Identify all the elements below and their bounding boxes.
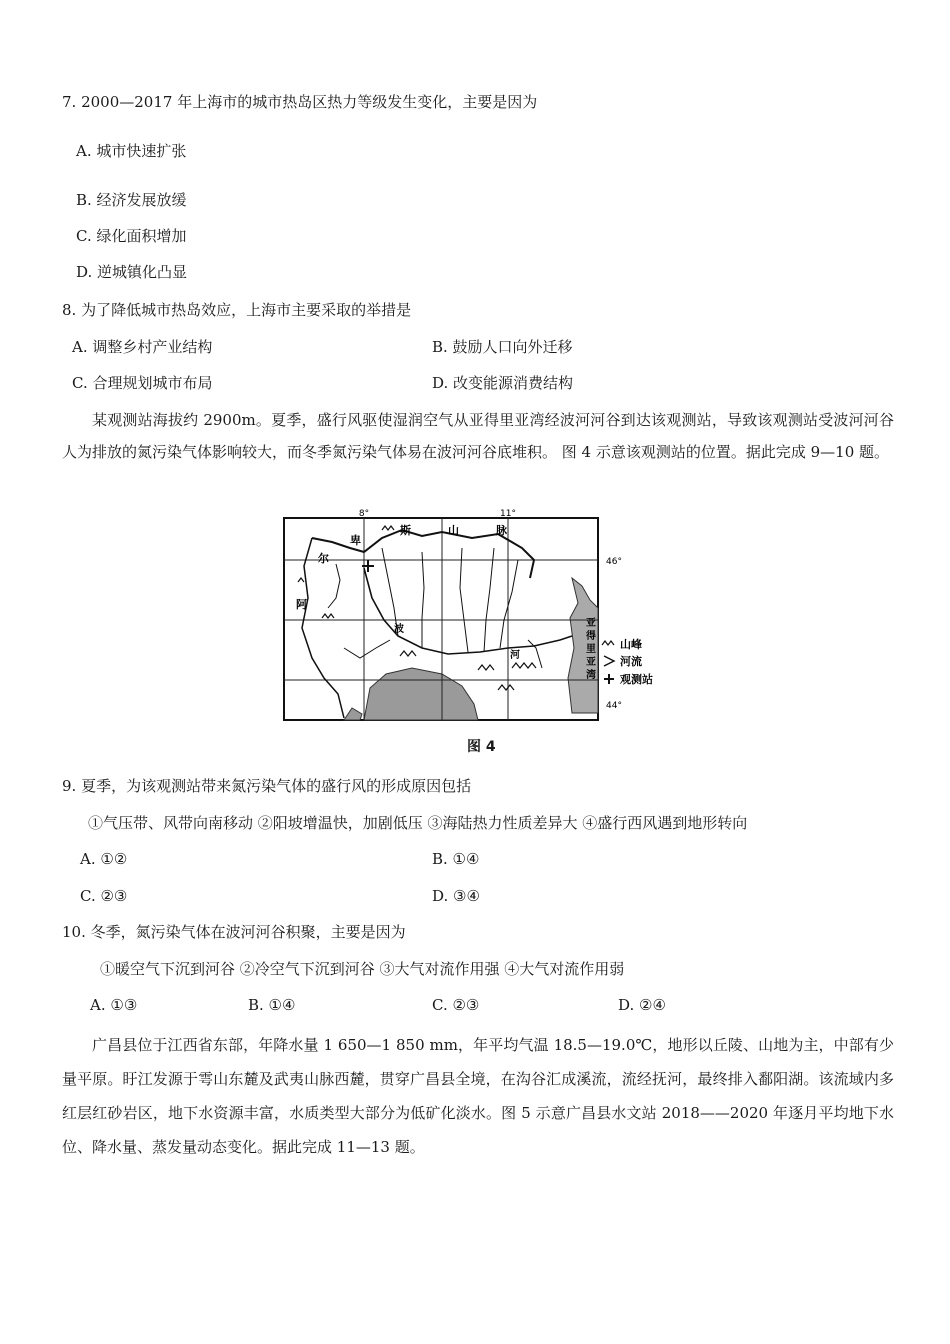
map-label-bei: 卑 [350, 534, 361, 547]
lat-label-44: 44° [606, 701, 622, 711]
q9-option-a: A. ①② [80, 850, 128, 868]
q10-stem: 10. 冬季，氮污染气体在波河河谷积聚，主要是因为 [62, 923, 406, 941]
map-label-er: 尔 [318, 552, 329, 565]
q10-option-a: A. ①③ [90, 996, 138, 1014]
q8-option-c: C. 合理规划城市布局 [72, 374, 213, 392]
figure-4-map [272, 508, 672, 730]
map-label-de: 得 [586, 631, 596, 642]
map-label-shan: 山 [448, 524, 459, 537]
legend-station-cross-icon [604, 674, 614, 684]
map-label-li: 里 [586, 644, 596, 655]
q9-option-d: D. ③④ [432, 887, 480, 905]
figure-4-caption: 图 4 [467, 739, 496, 755]
lat-label-46: 46° [606, 557, 622, 567]
q10-option-c: C. ②③ [432, 996, 480, 1014]
q7-option-c: C. 绿化面积增加 [76, 227, 187, 245]
map-label-bo: 波 [394, 624, 404, 635]
q7-stem: 7. 2000—2017 年上海市的城市热岛区热力等级发生变化，主要是因为 [62, 93, 538, 111]
mountain-peak-icon [602, 641, 614, 645]
map-label-ya1: 亚 [586, 618, 596, 629]
q9-option-b: B. ①④ [432, 850, 480, 868]
q7-option-d: D. 逆城镇化凸显 [76, 263, 188, 281]
map-legend [602, 637, 653, 686]
q9-statements: ①气压带、风带向南移动 ②阳坡增温快，加剧低压 ③海陆热力性质差异大 ④盛行西风遇到地形转向 [88, 814, 748, 832]
q9-stem: 9. 夏季，为该观测站带来氮污染气体的盛行风的形成原因包括 [62, 777, 472, 795]
map-label-si: 斯 [400, 524, 411, 537]
q10-option-d: D. ②④ [618, 996, 666, 1014]
q8-option-d: D. 改变能源消费结构 [432, 374, 574, 392]
legend-label-station: 观测站 [620, 673, 653, 686]
lon-label-11: 11° [500, 509, 516, 519]
q8-option-a: A. 调整乡村产业结构 [72, 338, 213, 356]
map-label-wan: 湾 [586, 670, 596, 681]
passage-observation-station: 某观测站海拔约 2900m。夏季，盛行风驱使湿润空气从亚得里亚湾经波河河谷到达该观测站，导致该观测站受波河河谷人为排放的氮污染气体影响较大，而冬季氮污染气体易在波河河谷底堆积。 图 4 示意该观测站的位置。据此完成 9—10 题。 [62, 411, 894, 461]
q10-option-b: B. ①④ [248, 996, 296, 1014]
passage-guangchang: 广昌县位于江西省东部，年降水量 1 650—1 850 mm，年平均气温 18.5—19.0℃，地形以丘陵、山地为主，中部有少量平原。盱江发源于雩山东麓及武夷山脉西麓，贯穿广昌县全境，在沟谷汇成溪流，流经抚河，最终排入鄱阳湖。该流域内多红层红砂岩区，地下水资源丰富，水质类型大部分为低矿化淡水。图 5 示意广昌县水文站 2018——2020 年逐月平均地下水位、降水量、蒸发量动态变化。据此完成 11—13 题。 [62, 1036, 894, 1156]
q8-option-b: B. 鼓励人口向外迁移 [432, 338, 573, 356]
map-label-mai: 脉 [496, 524, 507, 537]
map-label-ya2: 亚 [586, 657, 596, 668]
legend-label-river: 河流 [620, 655, 642, 668]
q7-option-b: B. 经济发展放缓 [76, 191, 187, 209]
lon-label-8: 8° [358, 509, 370, 519]
q8-stem: 8. 为了降低城市热岛效应，上海市主要采取的举措是 [62, 301, 412, 319]
river-icon [604, 656, 614, 666]
legend-label-peak: 山峰 [620, 638, 642, 651]
q9-option-c: C. ②③ [80, 887, 128, 905]
map-label-he: 河 [510, 650, 520, 661]
map-label-a: 阿 [296, 598, 307, 611]
q7-option-a: A. 城市快速扩张 [76, 142, 187, 160]
q10-statements: ①暖空气下沉到河谷 ②冷空气下沉到河谷 ③大气对流作用强 ④大气对流作用弱 [100, 960, 625, 978]
